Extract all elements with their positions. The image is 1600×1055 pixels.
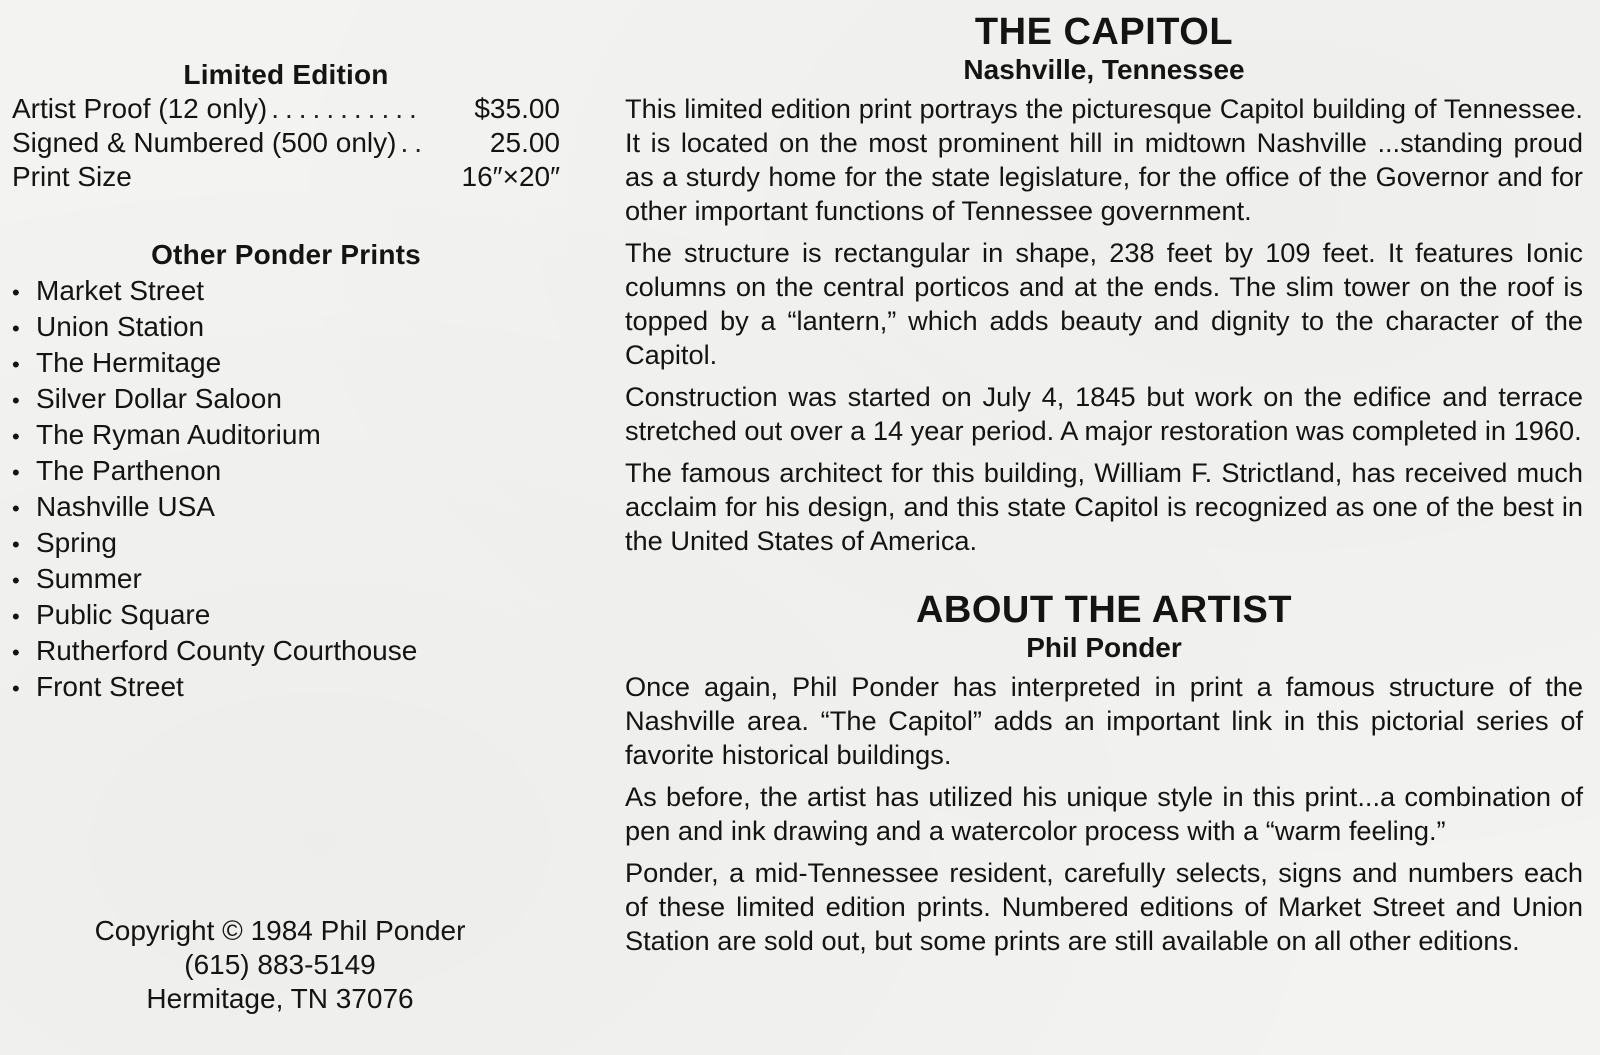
- capitol-paragraph: Construction was started on July 4, 1845 but work on the edifice and terrace stretched out over a 14 year period. A major restoration was completed in 1960.: [625, 381, 1583, 446]
- list-item: [12, 526, 560, 562]
- bullet-icon: •: [12, 640, 20, 665]
- print-title: The Parthenon: [36, 455, 222, 486]
- list-item: [12, 310, 560, 346]
- print-title: Market Street: [36, 275, 205, 306]
- print-title: Union Station: [36, 311, 205, 342]
- price-label: Print Size: [12, 161, 132, 192]
- capitol-paragraph: The famous architect for this building, William F. Strictland, has received much acclaim for his design, and this state Capitol is recognized as one of the best in the United States of America.: [625, 457, 1583, 556]
- copyright-line: Copyright © 1984 Phil Ponder: [94, 915, 466, 946]
- bullet-icon: •: [12, 388, 20, 413]
- list-item: [12, 598, 560, 634]
- capitol-paragraph: The structure is rectangular in shape, 238 feet by 109 feet. It features Ionic columns on the central porticos and at the ends. The slim tower on the roof is topped by a “lantern,” which adds beauty and dignity to the character of the Capitol.: [625, 237, 1583, 370]
- list-item: [12, 418, 560, 454]
- about-artist-section: [625, 588, 1583, 958]
- contact-block: [40, 914, 520, 1016]
- list-item: [12, 670, 560, 706]
- print-title: Nashville USA: [36, 491, 215, 522]
- list-item: [12, 274, 560, 310]
- print-title: Summer: [36, 563, 142, 594]
- other-prints-section: [12, 238, 560, 706]
- list-item: [12, 562, 560, 598]
- price-table: [12, 92, 560, 194]
- print-title: The Ryman Auditorium: [36, 419, 321, 450]
- about-artist-title: ABOUT THE ARTIST: [915, 589, 1292, 631]
- bullet-icon: •: [12, 532, 20, 557]
- about-paragraph: Ponder, a mid-Tennessee resident, carefully selects, signs and numbers each of these limited edition prints. Numbered editions of Market Street and Union Station are sold out, but some prints are still available on all other editions.: [625, 857, 1583, 956]
- bullet-icon: •: [12, 568, 20, 593]
- capitol-title: THE CAPITOL: [974, 11, 1234, 53]
- price-label: Signed & Numbered (500 only): [12, 127, 397, 158]
- print-title: The Hermitage: [36, 347, 222, 378]
- list-item: [12, 490, 560, 526]
- price-value: 25.00: [489, 127, 560, 158]
- price-row-signed-numbered: [12, 126, 560, 160]
- bullet-icon: •: [12, 460, 20, 485]
- artist-name: Phil Ponder: [1026, 632, 1182, 663]
- capitol-subtitle: Nashville, Tennessee: [963, 54, 1245, 85]
- list-item: [12, 454, 560, 490]
- price-label: Artist Proof (12 only): [12, 93, 268, 124]
- price-value: $35.00: [474, 93, 560, 124]
- bullet-icon: •: [12, 604, 20, 629]
- bullet-icon: •: [12, 424, 20, 449]
- limited-edition-heading: Limited Edition: [183, 59, 389, 90]
- print-list: [12, 274, 560, 706]
- print-title: Front Street: [36, 671, 184, 702]
- capitol-paragraph: This limited edition print portrays the picturesque Capitol building of Tennessee. It is located on the most prominent hill in midtown Nashville ...standing proud as a sturdy home for the state legislature, for the office of the Governor and for other important functions of Tennessee government.: [625, 93, 1583, 226]
- left-column: [12, 58, 560, 706]
- list-item: [12, 634, 560, 670]
- price-row-artist-proof: [12, 92, 560, 126]
- price-row-print-size: [12, 160, 560, 194]
- leader-dots: ..: [400, 127, 429, 158]
- about-paragraph: As before, the artist has utilized his unique style in this print...a combination of pen and ink drawing and a watercolor process with a “warm feeling.”: [625, 781, 1583, 846]
- bullet-icon: •: [12, 316, 20, 341]
- print-title: Rutherford County Courthouse: [36, 635, 418, 666]
- bullet-icon: •: [12, 496, 20, 521]
- bullet-icon: •: [12, 280, 20, 305]
- bullet-icon: •: [12, 676, 20, 701]
- list-item: [12, 382, 560, 418]
- address-line: Hermitage, TN 37076: [146, 983, 414, 1014]
- print-title: Public Square: [36, 599, 211, 630]
- about-paragraph: Once again, Phil Ponder has interpreted in print a famous structure of the Nashville area. “The Capitol” adds an important link in this pictorial series of favorite historical buildings.: [625, 671, 1583, 770]
- phone-number: (615) 883-5149: [184, 949, 376, 980]
- bullet-icon: •: [12, 352, 20, 377]
- print-title: Spring: [36, 527, 117, 558]
- leader-dots: ...........: [271, 93, 423, 124]
- print-title: Silver Dollar Saloon: [36, 383, 282, 414]
- list-item: [12, 346, 560, 382]
- price-value: 16″×20″: [461, 161, 560, 192]
- other-prints-heading: Other Ponder Prints: [151, 239, 421, 270]
- right-column: [625, 10, 1583, 966]
